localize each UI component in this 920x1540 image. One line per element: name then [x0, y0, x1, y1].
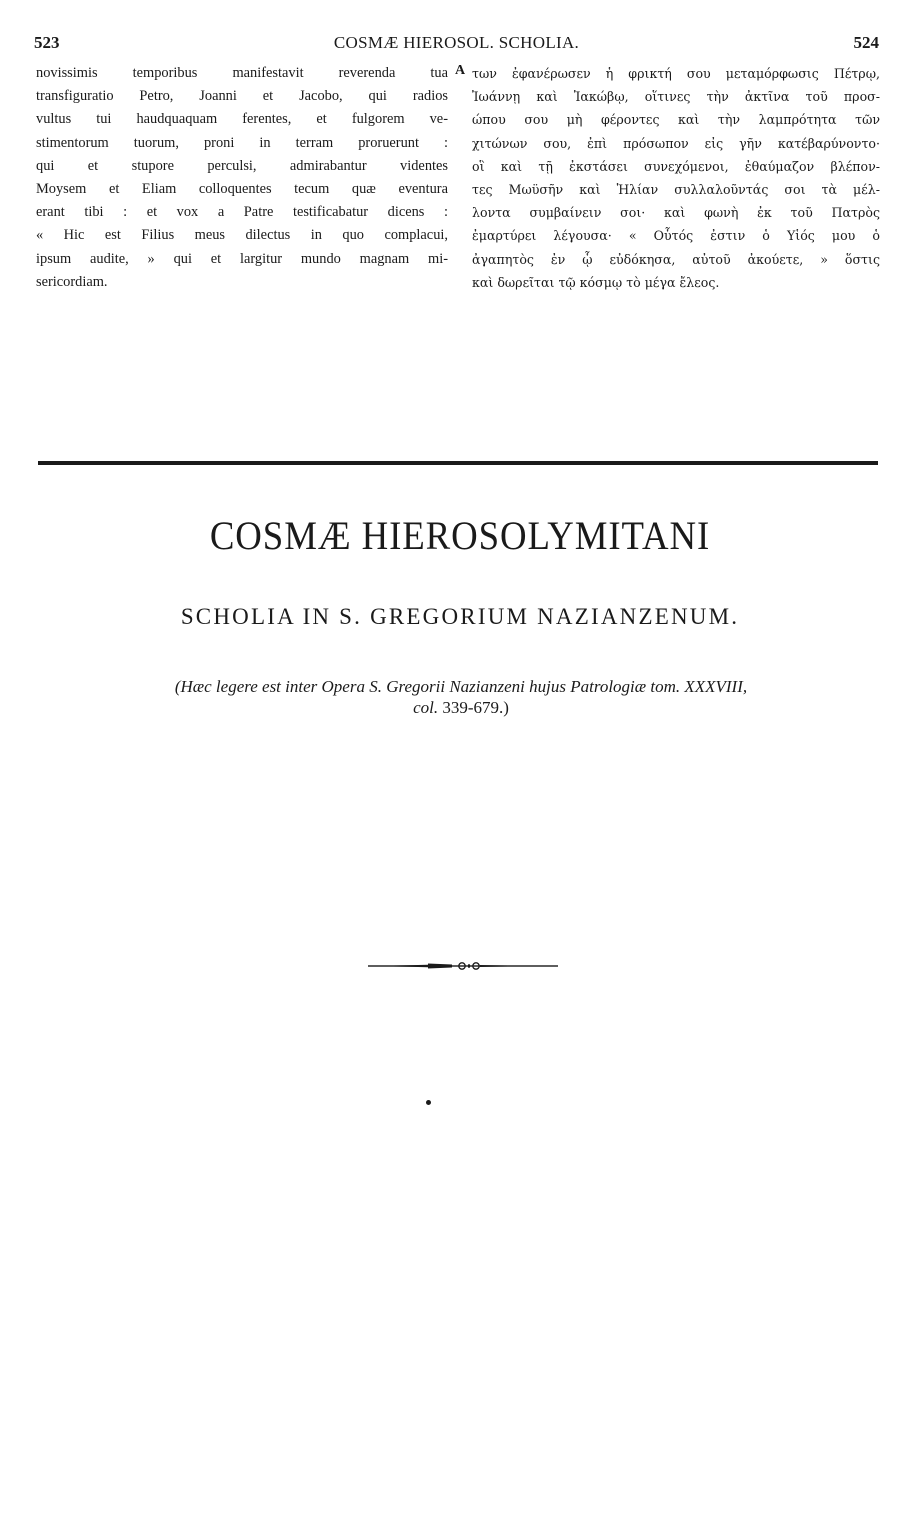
ornament-divider-icon	[368, 956, 560, 976]
greek-line: καὶ δωρεῖται τῷ κόσμῳ τὸ μέγα ἔλεος.	[472, 274, 720, 290]
reference-note	[36, 676, 886, 718]
latin-line: transfiguratio Petro, Joanni et Jacobo, qui radios	[36, 88, 448, 105]
reference-note-col-value: 339-679.)	[442, 698, 509, 717]
greek-column	[472, 62, 880, 294]
running-title: COSMÆ HIEROSOL. SCHOLIA.	[333, 33, 580, 52]
reference-note-col-label: col.	[413, 698, 439, 717]
running-head	[34, 33, 879, 57]
section-rule	[38, 461, 878, 465]
greek-line: Ἰωάννῃ καὶ Ἰακώβῳ, οἵτινες τὴν ἀκτῖνα τοῦ προσ-	[472, 89, 880, 105]
latin-line: sericordiam.	[36, 273, 108, 290]
greek-line: των ἐφανέρωσεν ἡ φρικτή σου μεταμόρφωσις Πέτρῳ,	[472, 66, 880, 81]
greek-line: τες Μωϋσῆν καὶ Ἠλίαν συλλαλοῦντάς σοι τὰ μέλ-	[472, 181, 880, 197]
work-title: COSMÆ HIEROSOLYMITANI	[209, 513, 711, 558]
latin-line: qui et stupore perculsi, admirabantur videntes	[36, 157, 448, 174]
greek-line: ἐμαρτύρει λέγουσα· « Οὗτός ἐστιν ὁ Υἱός μου ὁ	[472, 228, 880, 244]
latin-line: erant tibi : et vox a Patre testificabatur dicens :	[36, 204, 448, 221]
left-page-number: 523	[34, 33, 60, 52]
latin-line: stimentorum tuorum, proni in terram proruerunt :	[36, 134, 448, 151]
latin-line: Moysem et Eliam colloquentes tecum quæ eventura	[36, 180, 448, 197]
latin-line: vultus tui haudquaquam ferentes, et fulgorem ve-	[36, 111, 448, 128]
latin-line: « Hic est Filius meus dilectus in quo complacui,	[36, 227, 448, 244]
right-page-number: 524	[853, 33, 879, 52]
latin-line: ipsum audite, » qui et largitur mundo magnam mi-	[36, 250, 448, 267]
greek-line: ώπου σου μὴ φέροντες καὶ τὴν λαμπρότητα τῶν	[472, 112, 880, 128]
column-marker: A	[455, 63, 466, 78]
latin-line: novissimis temporibus manifestavit reverenda tua	[36, 65, 448, 81]
stray-mark	[426, 1100, 431, 1105]
latin-column	[36, 62, 448, 294]
reference-note-line	[36, 697, 886, 718]
greek-line: χιτώνων σου, ἐπὶ πρόσωπον εἰς γῆν κατέβαρύνοντο·	[472, 135, 880, 151]
greek-line: ἀγαπητὸς ἐν ᾧ εὐδόκησα, αὐτοῦ ἀκούετε, » ὅστις	[472, 251, 880, 267]
work-subtitle: SCHOLIA IN S. GREGORIUM NAZIANZENUM.	[180, 604, 740, 629]
greek-line: οἳ καὶ τῇ ἐκστάσει συνεχόμενοι, ἐθαύμαζον βλέπον-	[472, 158, 880, 174]
reference-note-line: (Hæc legere est inter Opera S. Gregorii Nazianzeni hujus Patrologiæ tom. XXXVIII,	[174, 677, 748, 696]
greek-line: λοντα συμβαίνειν σοι· καὶ φωνὴ ἐκ τοῦ Πατρὸς	[472, 205, 880, 221]
